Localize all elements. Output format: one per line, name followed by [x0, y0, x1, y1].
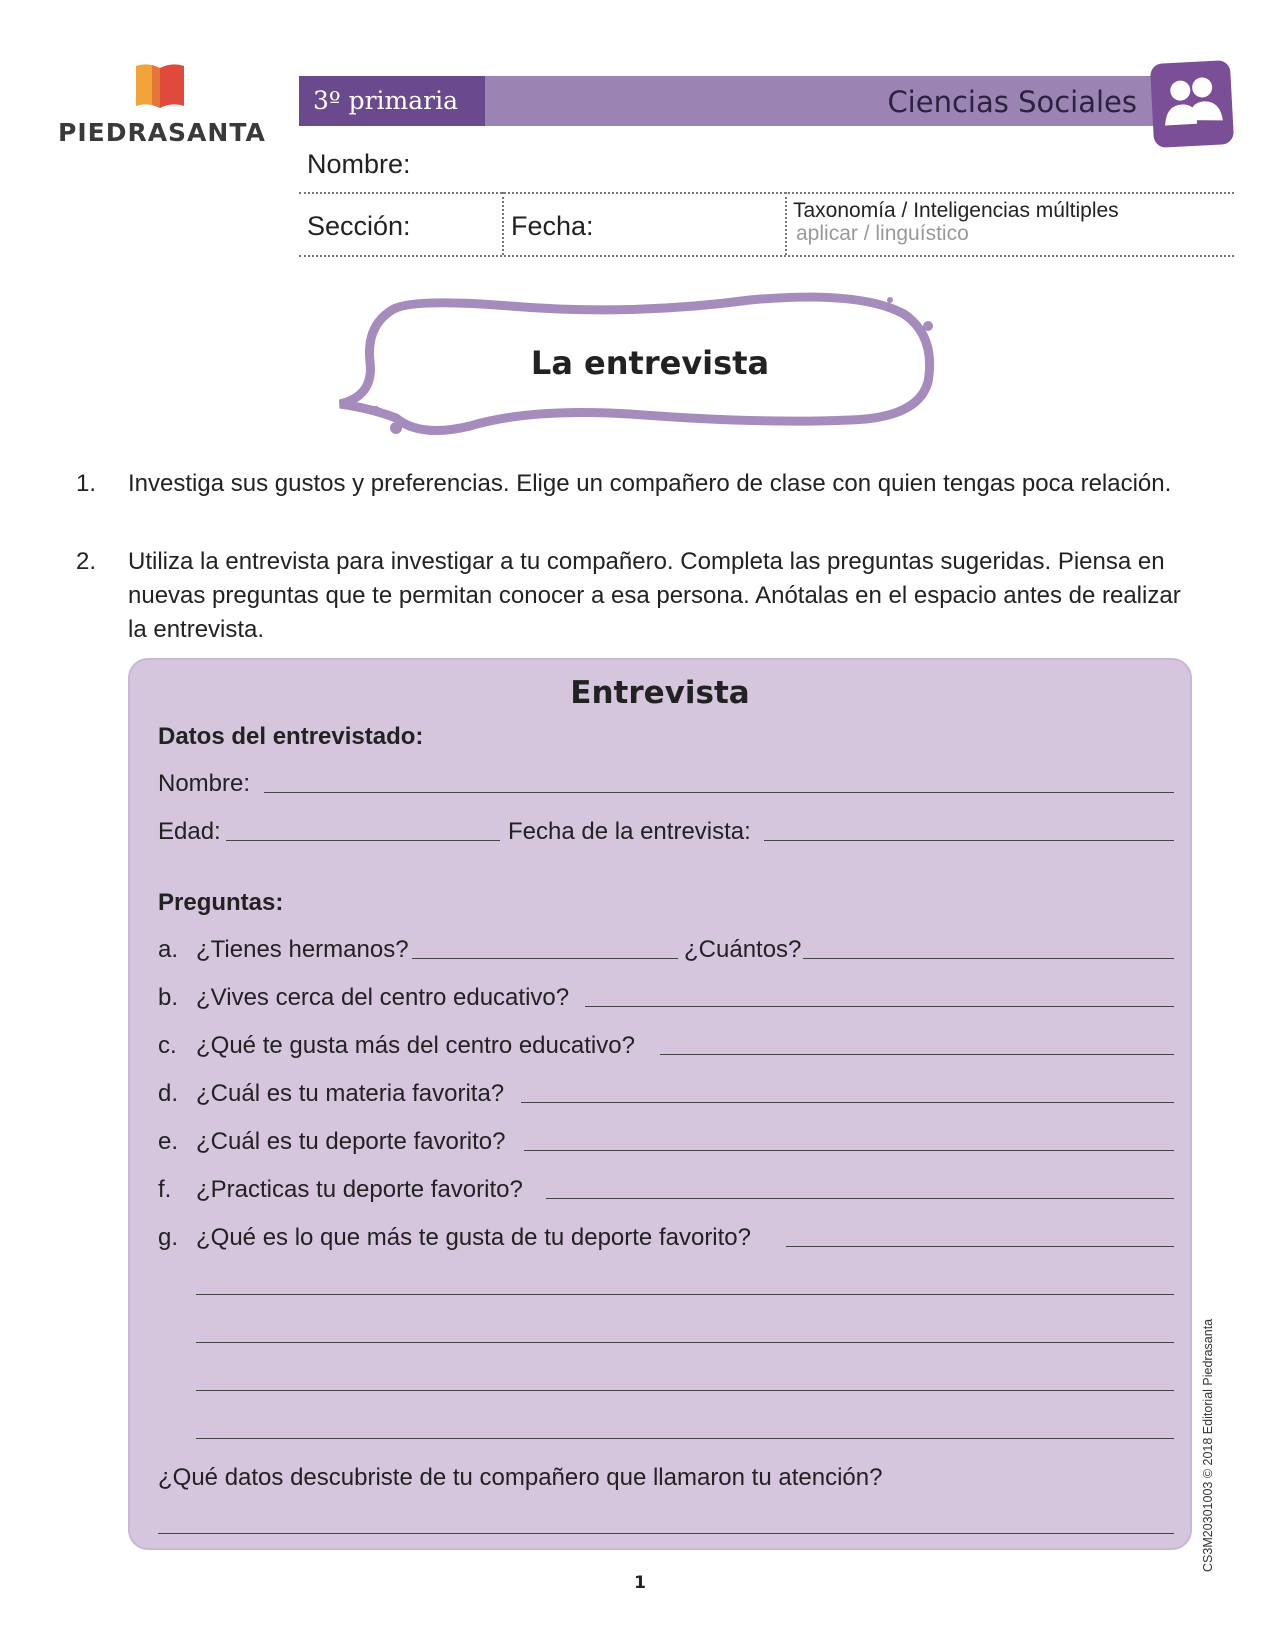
grade-label: 3º primaria [299, 76, 485, 126]
answer-line[interactable] [412, 958, 678, 959]
answer-line[interactable] [521, 1102, 1174, 1103]
seccion-label: Sección: [307, 211, 411, 241]
people-icon [1150, 60, 1234, 148]
question-text: ¿Practicas tu deporte favorito? [196, 1176, 523, 1203]
instruction-text: Utiliza la entrevista para investigar a tu compañero. Completa las preguntas sugeridas. Piensa en nuevas preguntas que te permitan conocer a esa persona. Anótalas en el espacio antes de realizar la entrevista. [128, 548, 1181, 643]
subject-title: Ciencias Sociales [887, 85, 1137, 119]
taxonomy-label: Taxonomía / Inteligencias múltiples [793, 199, 1119, 222]
answer-line[interactable] [786, 1246, 1174, 1247]
question-extra: ¿Cuántos? [684, 936, 802, 963]
data-heading: Datos del entrevistado: [158, 723, 424, 750]
question-text: ¿Vives cerca del centro educativo? [196, 984, 570, 1011]
interview-title: Entrevista [570, 675, 750, 711]
answer-line[interactable] [226, 840, 500, 841]
answer-line[interactable] [764, 840, 1174, 841]
answer-line[interactable] [196, 1390, 1174, 1391]
taxonomy-value: aplicar / linguístico [796, 222, 969, 245]
question-letter: g. [158, 1224, 179, 1251]
question-letter: a. [158, 936, 179, 963]
question-text: ¿Qué es lo que más te gusta de tu deporte favorito? [196, 1224, 751, 1251]
answer-line[interactable] [158, 1533, 1174, 1534]
question-text: ¿Cuál es tu deporte favorito? [196, 1128, 506, 1155]
interviewee-name-label: Nombre: [158, 770, 251, 797]
instruction-number: 2. [76, 548, 97, 575]
question-letter: e. [158, 1128, 179, 1155]
instruction-text: Investiga sus gustos y preferencias. Elige un compañero de clase con quien tengas poca relación. [128, 470, 1172, 497]
questions-heading: Preguntas: [158, 889, 284, 916]
closing-question: ¿Qué datos descubriste de tu compañero que llamaron tu atención? [158, 1464, 883, 1491]
answer-line[interactable] [546, 1198, 1174, 1199]
answer-line[interactable] [803, 958, 1174, 959]
question-letter: b. [158, 984, 179, 1011]
answer-line[interactable] [264, 792, 1174, 793]
question-letter: f. [158, 1176, 172, 1203]
brand-logo: PIEDRASANTA [58, 118, 266, 147]
answer-line[interactable] [196, 1438, 1174, 1439]
age-label: Edad: [158, 818, 221, 845]
answer-line[interactable] [585, 1006, 1174, 1007]
answer-line[interactable] [524, 1150, 1174, 1151]
instruction-number: 1. [76, 470, 97, 497]
question-letter: c. [158, 1032, 177, 1059]
page-number: 1 [634, 1573, 646, 1593]
copyright-code [1198, 1282, 1218, 1572]
question-text: ¿Tienes hermanos? [196, 936, 409, 963]
answer-line[interactable] [196, 1294, 1174, 1295]
fecha-label: Fecha: [511, 211, 594, 241]
question-text: ¿Cuál es tu materia favorita? [196, 1080, 505, 1107]
question-letter: d. [158, 1080, 179, 1107]
answer-line[interactable] [660, 1054, 1174, 1055]
nombre-label: Nombre: [307, 149, 411, 179]
answer-line[interactable] [196, 1342, 1174, 1343]
question-text: ¿Qué te gusta más del centro educativo? [196, 1032, 635, 1059]
page-title: La entrevista [530, 344, 770, 382]
svg-text:CS3M20301003 © 2018 Editorial: CS3M20301003 © 2018 Editorial Piedrasanta [1201, 1318, 1215, 1572]
book-logo-icon [134, 62, 186, 112]
divider [299, 192, 1234, 194]
divider [785, 192, 787, 255]
divider [502, 192, 504, 255]
interview-date-label: Fecha de la entrevista: [508, 818, 751, 845]
divider [299, 255, 1234, 257]
